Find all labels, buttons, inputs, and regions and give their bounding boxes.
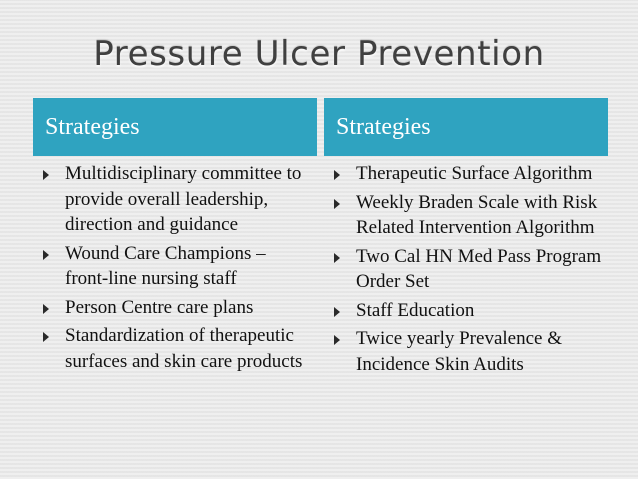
left-column-header: Strategies — [33, 98, 317, 156]
list-item — [331, 161, 606, 187]
list-item-text: Two Cal HN Med Pass Program Order Set — [356, 245, 602, 292]
bullet-arrow-icon — [43, 250, 49, 260]
list-item — [40, 295, 312, 321]
bullet-arrow-icon — [334, 335, 340, 345]
list-item-text: Weekly Braden Scale with Risk Related Intervention Algorithm — [356, 191, 598, 238]
bullet-arrow-icon — [43, 304, 49, 314]
left-strategy-list — [40, 161, 312, 377]
right-column-header: Strategies — [324, 98, 608, 156]
bullet-arrow-icon — [43, 170, 49, 180]
list-item — [40, 161, 312, 238]
list-item — [331, 244, 606, 295]
list-item-text: Standardization of therapeutic surfaces and skin care products — [65, 325, 303, 372]
bullet-arrow-icon — [43, 332, 49, 342]
list-item — [331, 190, 606, 241]
list-item — [331, 298, 606, 324]
list-item — [331, 326, 606, 377]
bullet-arrow-icon — [334, 170, 340, 180]
list-item-text: Twice yearly Prevalence & Incidence Skin Audits — [356, 328, 562, 375]
list-item-text: Staff Education — [356, 299, 475, 321]
list-item — [40, 241, 312, 292]
bullet-arrow-icon — [334, 253, 340, 263]
list-item-text: Wound Care Champions – front-line nursing staff — [65, 242, 266, 289]
list-item-text: Multidisciplinary committee to provide overall leadership, direction and guidance — [65, 163, 302, 235]
bullet-arrow-icon — [334, 307, 340, 317]
list-item-text: Therapeutic Surface Algorithm — [356, 163, 593, 184]
right-strategy-list — [331, 161, 606, 380]
bullet-arrow-icon — [334, 199, 340, 209]
list-item — [40, 323, 312, 374]
list-item-text: Person Centre care plans — [65, 296, 254, 318]
slide-title: Pressure Ulcer Prevention — [93, 34, 545, 74]
